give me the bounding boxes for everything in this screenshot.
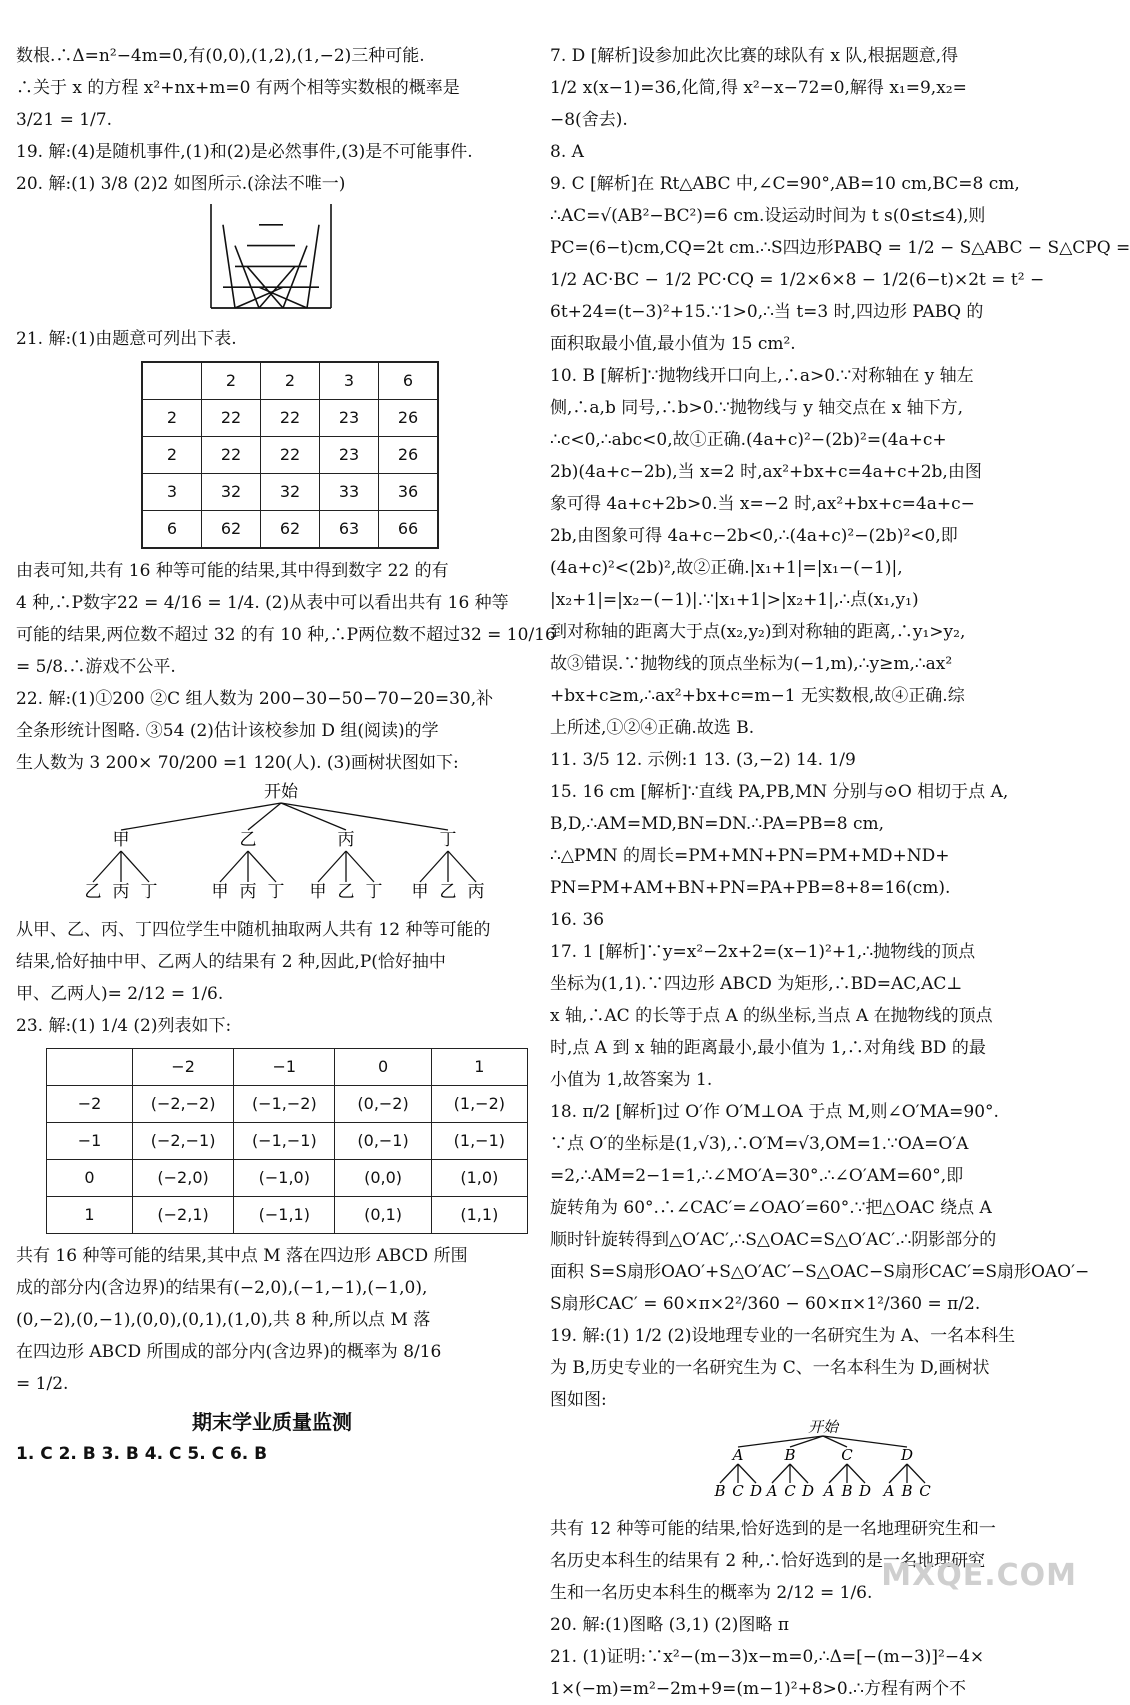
- tree-leaf: A: [766, 1482, 778, 1500]
- text-line: 面积 S=S扇形OAO′+S△O′AC′−S△OAC−S扇形CAC′=S扇形OAO′−: [550, 1262, 1090, 1282]
- triangle-grid-figure: [16, 200, 528, 312]
- table-cell: −1: [47, 1123, 133, 1160]
- q22-explanation: [16, 914, 528, 1010]
- text-line: 1/2 x(x−1)=36,化简,得 x²−x−72=0,解得 x₁=9,x₂=: [550, 78, 967, 98]
- text-line: S扇形CAC′ = 60×π×2²/360 − 60×π×1²/360 = π/2.: [550, 1294, 981, 1314]
- text-line: B,D,∴AM=MD,BN=DN.∴PA=PB=8 cm,: [550, 814, 884, 834]
- text-line: 旋转角为 60°.∴∠CAC′=∠OAO′=60°.∵把△OAC 绕点 A: [550, 1198, 992, 1218]
- table-cell: (0,0): [335, 1160, 431, 1197]
- text-line: 全条形统计图略. ③54 (2)估计该校参加 D 组(阅读)的学: [16, 721, 439, 741]
- text-line: 3/21 = 1/7.: [16, 110, 112, 130]
- text-line: ∵点 O′的坐标是(1,√3),∴O′M=√3,OM=1.∵OA=O′A: [550, 1134, 969, 1154]
- tree-node: 乙: [239, 830, 257, 850]
- table-cell: [47, 1049, 133, 1086]
- tree-branch: [790, 1464, 808, 1483]
- question-22: [16, 683, 528, 779]
- text-line: 甲、乙两人)= 2/12 = 1/6.: [16, 984, 224, 1004]
- tree-leaf: 丁: [267, 882, 285, 902]
- tree-branch: [907, 1464, 925, 1483]
- text-line: |x₂+1|=|x₂−(−1)|.∵|x₁+1|>|x₂+1|,∴点(x₁,y₁): [550, 590, 919, 610]
- tree-branch: [829, 1464, 847, 1483]
- text-line: 数根.∴Δ=n²−4m=0,有(0,0),(1,2),(1,−2)三种可能.: [16, 46, 425, 66]
- question-19: 19. 解:(4)是随机事件,(1)和(2)是必然事件,(3)是不可能事件.: [16, 142, 473, 162]
- text-line: 为 B,历史专业的一名研究生为 C、一名本科生为 D,画树状: [550, 1358, 990, 1378]
- table-cell: (1,−1): [431, 1123, 527, 1160]
- grid-line: [223, 225, 235, 308]
- tree-leaf: D: [858, 1482, 872, 1500]
- tree-branch: [420, 851, 448, 882]
- text-line: x 轴,∴AC 的长等于点 A 的纵坐标,当点 A 在抛物线的顶点: [550, 1006, 993, 1026]
- tree-leaf: 甲: [309, 882, 327, 902]
- table-cell: 66: [379, 511, 439, 549]
- text-line: 象可得 4a+c+2b>0.当 x=−2 时,ax²+bx+c=4a+c−: [550, 494, 975, 514]
- text-line: 19. 解:(1) 1/2 (2)设地理专业的一名研究生为 A、一名本科生: [550, 1326, 1016, 1346]
- table-cell: −2: [132, 1049, 233, 1086]
- table-cell: (0,−2): [335, 1086, 431, 1123]
- tree-leaf: A: [883, 1482, 895, 1500]
- text-line: 1/2 AC·BC − 1/2 PC·CQ = 1/2×6×8 − 1/2(6−t)×2t = t² −: [550, 270, 1045, 290]
- question-20-right: 20. 解:(1)图略 (3,1) (2)图略 π: [550, 1615, 790, 1635]
- text-line: 故③错误.∵抛物线的顶点坐标为(−1,m),∴y≥m,∴ax²: [550, 654, 953, 674]
- intro-block: [16, 40, 528, 136]
- table-cell: (−2,0): [132, 1160, 233, 1197]
- tree-leaf: C: [919, 1482, 931, 1500]
- tree-branch: [889, 1464, 907, 1483]
- tree-leaf: 丁: [365, 882, 383, 902]
- table-cell: 3: [320, 362, 379, 400]
- table-cell: 2: [261, 362, 320, 400]
- coordinate-table: [46, 1048, 528, 1234]
- text-line: 图如图:: [550, 1390, 607, 1410]
- table-cell: (1,−2): [431, 1086, 527, 1123]
- text-line: 4 种,∴P数字22 = 4/16 = 1/4. (2)从表中可以看出共有 16 种等: [16, 593, 509, 613]
- grid-line: [259, 287, 307, 308]
- watermark: MXQE.COM: [881, 1558, 1077, 1593]
- table-cell: (1,0): [431, 1160, 527, 1197]
- tree-diagram-letters: [550, 1416, 1060, 1502]
- text-line: 10. B [解析]∵抛物线开口向上,∴a>0.∵对称轴在 y 轴左: [550, 366, 974, 386]
- question-10: [550, 360, 1060, 776]
- tree-branch: [281, 803, 346, 830]
- table-cell: 62: [261, 511, 320, 549]
- question-18: [550, 1096, 1090, 1320]
- text-line: 9. C [解析]在 Rt△ABC 中,∠C=90°,AB=10 cm,BC=8 cm,: [550, 174, 1020, 194]
- left-column: [16, 40, 556, 1470]
- text-line: = 5/8.∴游戏不公平.: [16, 657, 176, 677]
- text-line: 小值为 1,故答案为 1.: [550, 1070, 713, 1090]
- q19-explanation: [550, 1513, 1060, 1705]
- table-row: [47, 1049, 528, 1086]
- tree-root: 开始: [264, 782, 298, 802]
- tree-branch: [738, 1436, 823, 1447]
- question-15: [550, 776, 1060, 936]
- text-line: 2b)(4a+c−2b),当 x=2 时,ax²+bx+c=4a+c+2b,由图: [550, 462, 982, 482]
- table-cell: 6: [142, 511, 202, 549]
- table-row: [47, 1086, 528, 1123]
- tree-leaf: 丁: [140, 882, 158, 902]
- tree-branch: [720, 1464, 738, 1483]
- text-line: = 1/2.: [16, 1374, 69, 1394]
- table-cell: (−1,−2): [234, 1086, 335, 1123]
- text-line: 侧,∴a,b 同号,∴b>0.∵抛物线与 y 轴交点在 x 轴下方,: [550, 398, 964, 418]
- text-line: 坐标为(1,1).∵四边形 ABCD 为矩形,∴BD=AC,AC⊥: [550, 974, 963, 994]
- table-cell: (−1,0): [234, 1160, 335, 1197]
- text-line: 时,点 A 到 x 轴的距离最小,最小值为 1,∴对角线 BD 的最: [550, 1038, 986, 1058]
- table-cell: (−1,1): [234, 1197, 335, 1234]
- table-cell: [142, 362, 202, 400]
- text-line: (4a+c)²<(2b)²,故②正确.|x₁+1|=|x₁−(−1)|,: [550, 558, 903, 578]
- text-line: (0,−2),(0,−1),(0,0),(0,1),(1,0),共 8 种,所以点 M 落: [16, 1310, 431, 1330]
- tree-node: 丁: [439, 830, 457, 850]
- text-line: ∴c<0,∴abc<0,故①正确.(4a+c)²−(2b)²=(4a+c+: [550, 430, 947, 450]
- question-21-right: 21. (1)证明:∵x²−(m−3)x−m=0,∴Δ=[−(m−3)]²−4×: [550, 1647, 985, 1667]
- question-17: [550, 936, 1060, 1096]
- tree-node: 丙: [337, 830, 355, 850]
- text-line: 到对称轴的距离大于点(x₂,y₂)到对称轴的距离,∴y₁>y₂,: [550, 622, 966, 642]
- table-cell: 22: [202, 400, 261, 437]
- number-table: [141, 361, 439, 549]
- text-line: =2,∴AM=2−1=1,∴∠MO′A=30°.∴∠O′AM=60°,即: [550, 1166, 964, 1186]
- table-cell: 2: [142, 437, 202, 474]
- tree-branch: [448, 851, 476, 882]
- question-16: 16. 36: [550, 910, 605, 930]
- tree-branch: [93, 851, 121, 882]
- text-line: 名历史本科生的结果有 2 种,∴恰好选到的是一名地理研究: [550, 1551, 986, 1571]
- table-cell: 26: [379, 437, 439, 474]
- tree-node: A: [732, 1446, 744, 1464]
- text-line: 17. 1 [解析]∵y=x²−2x+2=(x−1)²+1,∴抛物线的顶点: [550, 942, 976, 962]
- table-cell: 1: [431, 1049, 527, 1086]
- tree-leaf: B: [714, 1482, 726, 1500]
- grid-line: [235, 287, 283, 308]
- tree-branch: [318, 851, 346, 882]
- table-cell: 22: [261, 400, 320, 437]
- question-8: 8. A: [550, 142, 584, 162]
- text-line: 共有 16 种等可能的结果,其中点 M 落在四边形 ABCD 所围: [16, 1246, 468, 1266]
- table-cell: 1: [47, 1197, 133, 1234]
- table-cell: (−2,1): [132, 1197, 233, 1234]
- text-line: 由表可知,共有 16 种等可能的结果,其中得到数字 22 的有: [16, 561, 449, 581]
- text-line: 6t+24=(t−3)²+15.∵1>0,∴当 t=3 时,四边形 PABQ 的: [550, 302, 984, 322]
- tree-leaf: 丙: [467, 882, 485, 902]
- tree-node: B: [784, 1446, 796, 1464]
- text-line: 7. D [解析]设参加此次比赛的球队有 x 队,根据题意,得: [550, 46, 959, 66]
- tree-branch: [248, 803, 281, 830]
- text-line: 18. π/2 [解析]过 O′作 O′M⊥OA 于点 M,则∠O′MA=90°.: [550, 1102, 999, 1122]
- text-line: 上所述,①②④正确.故选 B.: [550, 718, 755, 738]
- tree-root: 开始: [807, 1418, 839, 1436]
- table-cell: (−1,−1): [234, 1123, 335, 1160]
- table-cell: 23: [320, 437, 379, 474]
- table-cell: 22: [261, 437, 320, 474]
- table-cell: 23: [320, 400, 379, 437]
- table-cell: 62: [202, 511, 261, 549]
- tree-leaf: 乙: [439, 882, 457, 902]
- text-line: 成的部分内(含边界)的结果有(−2,0),(−1,−1),(−1,0),: [16, 1278, 428, 1298]
- text-line: 顺时针旋转得到△O′AC′,∴S△OAC=S△O′AC′.∴阴影部分的: [550, 1230, 997, 1250]
- table-row: [142, 400, 438, 437]
- questions-11-14: 11. 3/5 12. 示例:1 13. (3,−2) 14. 1/9: [550, 750, 856, 770]
- text-line: ∴△PMN 的周长=PM+MN+PN=PM+MD+ND+: [550, 846, 950, 866]
- tree-branch: [248, 851, 276, 882]
- text-line: 在四边形 ABCD 所围成的部分内(含边界)的概率为 8/16: [16, 1342, 442, 1362]
- text-line: 1×(−m)=m²−2m+9=(m−1)²+8>0.∴方程有两个不: [550, 1679, 966, 1699]
- question-9: [550, 168, 1130, 360]
- tree-leaf: 丙: [239, 882, 257, 902]
- text-line: ∴关于 x 的方程 x²+nx+m=0 有两个相等实数根的概率是: [16, 78, 460, 98]
- text-line: 22. 解:(1)①200 ②C 组人数为 200−30−50−70−20=30,补: [16, 689, 494, 709]
- table-row: [142, 511, 438, 549]
- tree-leaf: C: [732, 1482, 744, 1500]
- table-row: [47, 1197, 528, 1234]
- tree-node: D: [900, 1446, 914, 1464]
- tree-branch: [847, 1464, 865, 1483]
- text-line: 15. 16 cm [解析]∵直线 PA,PB,MN 分别与⊙O 相切于点 A,: [550, 782, 1009, 802]
- table-cell: (1,1): [431, 1197, 527, 1234]
- question-7: [550, 40, 1060, 168]
- question-21: 21. 解:(1)由题意可列出下表.: [16, 329, 237, 349]
- tree-branch: [738, 1464, 756, 1483]
- q23-explanation: [16, 1240, 528, 1400]
- tree-branch: [121, 803, 281, 830]
- table-cell: 0: [47, 1160, 133, 1197]
- answer-row: 1. C 2. B 3. B 4. C 5. C 6. B: [16, 1444, 268, 1464]
- tree-diagram-names: [16, 779, 528, 903]
- text-line: −8(舍去).: [550, 110, 628, 130]
- table-cell: 32: [261, 474, 320, 511]
- question-23: 23. 解:(1) 1/4 (2)列表如下:: [16, 1016, 232, 1036]
- tree-branch: [346, 851, 374, 882]
- text-line: 2b,由图象可得 4a+c−2b<0,∴(4a+c)²−(2b)²<0,即: [550, 526, 958, 546]
- text-line: 生人数为 3 200× 70/200 =1 120(人). (3)画树状图如下:: [16, 753, 459, 773]
- question-19-right: [550, 1320, 1060, 1416]
- text-line: PC=(6−t)cm,CQ=2t cm.∴S四边形PABQ = 1/2 − S△ABC − S△CPQ =: [550, 238, 1130, 258]
- table-row: [142, 362, 438, 400]
- table-cell: 33: [320, 474, 379, 511]
- table-row: [47, 1123, 528, 1160]
- tree-leaf: 乙: [337, 882, 355, 902]
- tree-node: C: [841, 1446, 853, 1464]
- tree-leaf: A: [823, 1482, 835, 1500]
- table-cell: 63: [320, 511, 379, 549]
- table-cell: (−2,−2): [132, 1086, 233, 1123]
- table-cell: 6: [379, 362, 439, 400]
- table-cell: (0,1): [335, 1197, 431, 1234]
- table-cell: 26: [379, 400, 439, 437]
- tree-node: 甲: [112, 830, 130, 850]
- table-cell: −2: [47, 1086, 133, 1123]
- tree-branch: [281, 803, 448, 830]
- tree-leaf: 丙: [112, 882, 130, 902]
- tree-branch: [121, 851, 149, 882]
- table-cell: −1: [234, 1049, 335, 1086]
- text-line: 从甲、乙、丙、丁四位学生中随机抽取两人共有 12 种等可能的: [16, 920, 491, 940]
- tree-leaf: 甲: [211, 882, 229, 902]
- q21-explanation: [16, 555, 556, 683]
- tree-leaf: D: [749, 1482, 763, 1500]
- table-row: [47, 1160, 528, 1197]
- tree-leaf: 甲: [411, 882, 429, 902]
- table-cell: (−2,−1): [132, 1123, 233, 1160]
- text-line: ∴AC=√(AB²−BC²)=6 cm.设运动时间为 t s(0≤t≤4),则: [550, 206, 986, 226]
- tree-branch: [772, 1464, 790, 1483]
- tree-leaf: B: [841, 1482, 853, 1500]
- text-line: 生和一名历史本科生的概率为 2/12 = 1/6.: [550, 1583, 873, 1603]
- table-row: [142, 474, 438, 511]
- table-cell: 36: [379, 474, 439, 511]
- table-cell: 32: [202, 474, 261, 511]
- text-line: 结果,恰好抽中甲、乙两人的结果有 2 种,因此,P(恰好抽中: [16, 952, 446, 972]
- table-cell: 22: [202, 437, 261, 474]
- tree-branch: [220, 851, 248, 882]
- table-cell: (0,−1): [335, 1123, 431, 1160]
- tree-leaf: C: [784, 1482, 796, 1500]
- table-cell: 3: [142, 474, 202, 511]
- right-column: [550, 40, 1130, 1705]
- text-line: 面积取最小值,最小值为 15 cm².: [550, 334, 796, 354]
- table-cell: 0: [335, 1049, 431, 1086]
- section-heading: 期末学业质量监测: [192, 1410, 352, 1434]
- text-line: 共有 12 种等可能的结果,恰好选到的是一名地理研究生和一: [550, 1519, 996, 1539]
- table-cell: 2: [202, 362, 261, 400]
- text-line: PN=PM+AM+BN+PN=PA+PB=8+8=16(cm).: [550, 878, 951, 898]
- text-line: 可能的结果,两位数不超过 32 的有 10 种,∴P两位数不超过32 = 10/16: [16, 625, 556, 645]
- table-cell: 2: [142, 400, 202, 437]
- tree-leaf: 乙: [84, 882, 102, 902]
- tree-leaf: B: [901, 1482, 913, 1500]
- question-20: 20. 解:(1) 3/8 (2)2 如图所示.(涂法不唯一): [16, 174, 346, 194]
- grid-line: [307, 225, 319, 308]
- table-row: [142, 437, 438, 474]
- text-line: +bx+c≥m,∴ax²+bx+c=m−1 无实数根,故④正确.综: [550, 686, 965, 706]
- tree-leaf: D: [801, 1482, 815, 1500]
